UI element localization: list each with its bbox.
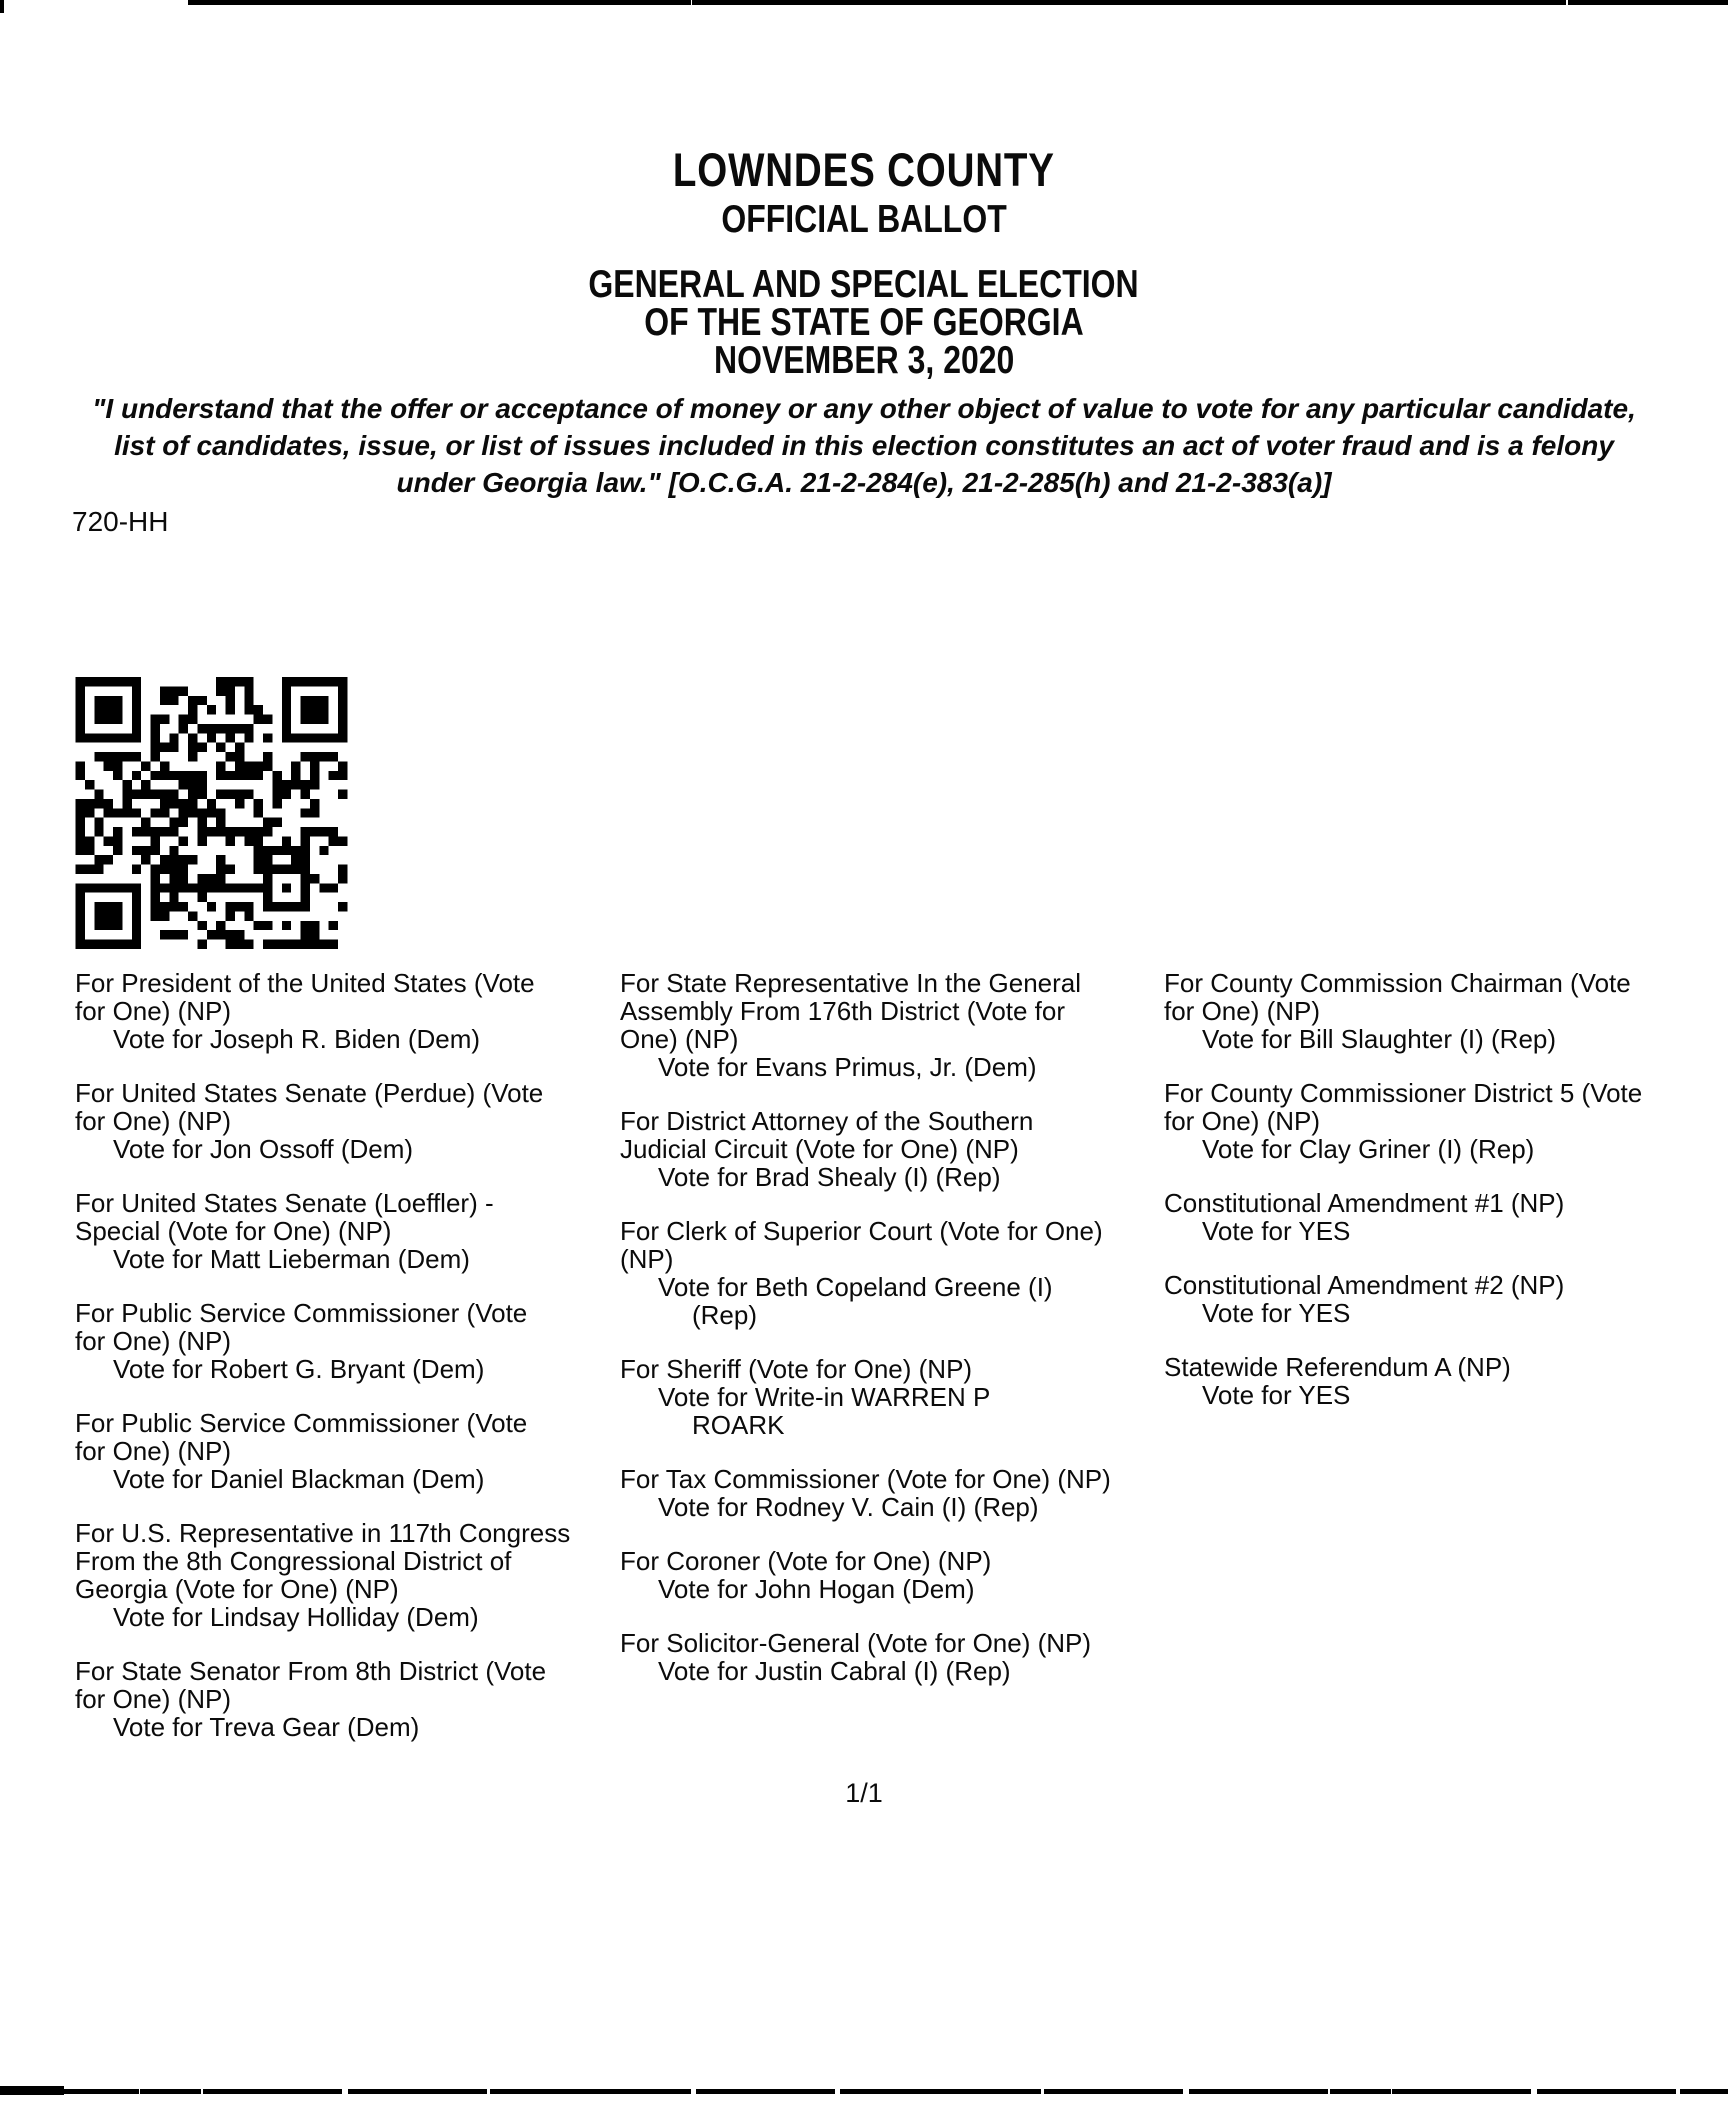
vote-selection-line: Vote for YES bbox=[1202, 1298, 1351, 1328]
disclaimer-line: "I understand that the offer or acceptance of money or any other object of value to vote for any particular candidate, bbox=[92, 393, 1636, 424]
scan-edge-block bbox=[0, 2086, 64, 2095]
election-title-line bbox=[0, 301, 1728, 344]
contest-title-line: Special (Vote for One) (NP) bbox=[75, 1216, 392, 1246]
contest-block bbox=[620, 1355, 1164, 1439]
contest-block bbox=[75, 1299, 620, 1383]
contest-block bbox=[75, 1519, 620, 1631]
scan-edge-line-bottom bbox=[0, 2089, 1728, 2094]
contest-title-line: For Public Service Commissioner (Vote bbox=[75, 1408, 528, 1438]
county-title-text: LOWNDES COUNTY bbox=[673, 143, 1055, 196]
vote-selection-line: Vote for Beth Copeland Greene (I) bbox=[658, 1272, 1053, 1302]
county-title bbox=[0, 143, 1728, 196]
vote-selection-line: Vote for Brad Shealy (I) (Rep) bbox=[658, 1162, 1001, 1192]
election-line-1: GENERAL AND SPECIAL ELECTION bbox=[588, 263, 1140, 306]
contest-title-line: For County Commissioner District 5 (Vote bbox=[1164, 1078, 1643, 1108]
contest-title-line: For Coroner (Vote for One) (NP) bbox=[620, 1546, 992, 1576]
contest-block bbox=[1164, 1079, 1728, 1163]
vote-selection-line: Vote for Daniel Blackman (Dem) bbox=[113, 1464, 485, 1494]
contest-block bbox=[1164, 1353, 1728, 1409]
vote-selection-line: Vote for Clay Griner (I) (Rep) bbox=[1202, 1134, 1535, 1164]
ballot-column-2 bbox=[620, 969, 1164, 1767]
contest-title-line: For District Attorney of the Southern bbox=[620, 1106, 1034, 1136]
contest-title-line: For State Senator From 8th District (Vote bbox=[75, 1656, 547, 1686]
scan-edge-tick bbox=[0, 0, 4, 13]
ballot-qr-code bbox=[73, 677, 350, 949]
contest-block bbox=[75, 1189, 620, 1273]
contest-title-line: for One) (NP) bbox=[75, 996, 232, 1026]
contest-title-line: For President of the United States (Vote bbox=[75, 968, 535, 998]
vote-selection-line: Vote for Robert G. Bryant (Dem) bbox=[113, 1354, 485, 1384]
contest-block bbox=[75, 1409, 620, 1493]
contest-title-line: For Tax Commissioner (Vote for One) (NP) bbox=[620, 1464, 1111, 1494]
contest-title-line: for One) (NP) bbox=[1164, 1106, 1321, 1136]
contest-title-line: Judicial Circuit (Vote for One) (NP) bbox=[620, 1134, 1019, 1164]
vote-selection-line: Vote for Write-in WARREN P bbox=[658, 1382, 991, 1412]
contest-title-line: For Clerk of Superior Court (Vote for One) bbox=[620, 1216, 1103, 1246]
vote-selection-line: Vote for Lindsay Holliday (Dem) bbox=[113, 1602, 479, 1632]
contest-block bbox=[75, 1657, 620, 1741]
contest-block bbox=[620, 1107, 1164, 1191]
contest-title-line: for One) (NP) bbox=[75, 1106, 232, 1136]
disclaimer-line: list of candidates, issue, or list of issues included in this election constitutes an act of voter fraud and is a felony bbox=[114, 430, 1614, 461]
election-title-line bbox=[0, 339, 1728, 382]
contest-title-line: (NP) bbox=[620, 1244, 674, 1274]
contest-title-line: For County Commission Chairman (Vote bbox=[1164, 968, 1631, 998]
official-ballot-text: OFFICIAL BALLOT bbox=[721, 198, 1007, 241]
vote-selection-line: Vote for Bill Slaughter (I) (Rep) bbox=[1202, 1024, 1557, 1054]
contest-block bbox=[75, 1079, 620, 1163]
contest-title-line: For State Representative In the General bbox=[620, 968, 1082, 998]
contest-title-line: Constitutional Amendment #2 (NP) bbox=[1164, 1270, 1565, 1300]
contest-title-line: Constitutional Amendment #1 (NP) bbox=[1164, 1188, 1565, 1218]
disclaimer-line: under Georgia law." [O.C.G.A. 21-2-284(e), 21-2-285(h) and 21-2-383(a)] bbox=[396, 467, 1332, 498]
vote-selection-line: Vote for YES bbox=[1202, 1380, 1351, 1410]
contest-title-line: For Sheriff (Vote for One) (NP) bbox=[620, 1354, 973, 1384]
contest-title-line: Assembly From 176th District (Vote for bbox=[620, 996, 1066, 1026]
page-number: 1/1 bbox=[845, 1778, 883, 1808]
contest-block bbox=[620, 1465, 1164, 1521]
contest-title-line: From the 8th Congressional District of bbox=[75, 1546, 512, 1576]
contest-columns bbox=[75, 969, 1728, 1767]
contest-title-line: One) (NP) bbox=[620, 1024, 739, 1054]
contest-title-line: For Solicitor-General (Vote for One) (NP) bbox=[620, 1628, 1092, 1658]
vote-selection-line: Vote for Justin Cabral (I) (Rep) bbox=[658, 1656, 1011, 1686]
contest-title-line: Georgia (Vote for One) (NP) bbox=[75, 1574, 399, 1604]
vote-selection-line: Vote for Jon Ossoff (Dem) bbox=[113, 1134, 414, 1164]
vote-selection-line: Vote for Matt Lieberman (Dem) bbox=[113, 1244, 470, 1274]
official-ballot-title bbox=[0, 200, 1728, 240]
election-line-2: OF THE STATE OF GEORGIA bbox=[644, 301, 1084, 344]
contest-title-line: For United States Senate (Perdue) (Vote bbox=[75, 1078, 544, 1108]
vote-selection-line: Vote for Treva Gear (Dem) bbox=[113, 1712, 420, 1742]
vote-selection-line: Vote for John Hogan (Dem) bbox=[658, 1574, 975, 1604]
contest-title-line: For Public Service Commissioner (Vote bbox=[75, 1298, 528, 1328]
ballot-style-code: 720-HH bbox=[72, 506, 169, 537]
ballot-column-1 bbox=[75, 969, 620, 1767]
contest-block bbox=[620, 1547, 1164, 1603]
election-title-line bbox=[0, 263, 1728, 306]
contest-block bbox=[620, 969, 1164, 1081]
election-line-3: NOVEMBER 3, 2020 bbox=[713, 339, 1015, 382]
vote-selection-line: Vote for Evans Primus, Jr. (Dem) bbox=[658, 1052, 1037, 1082]
ballot-column-3 bbox=[1164, 969, 1728, 1767]
contest-block bbox=[75, 969, 620, 1053]
vote-selection-line: Vote for YES bbox=[1202, 1216, 1351, 1246]
contest-title-line: for One) (NP) bbox=[1164, 996, 1321, 1026]
contest-title-line: for One) (NP) bbox=[75, 1436, 232, 1466]
vote-selection-line: (Rep) bbox=[692, 1300, 758, 1330]
vote-selection-line: Vote for Rodney V. Cain (I) (Rep) bbox=[658, 1492, 1039, 1522]
contest-title-line: for One) (NP) bbox=[75, 1326, 232, 1356]
ballot-header bbox=[0, 143, 1728, 382]
election-title bbox=[0, 263, 1728, 382]
contest-block bbox=[620, 1217, 1164, 1329]
voter-fraud-disclaimer bbox=[0, 390, 1728, 501]
contest-title-line: For United States Senate (Loeffler) - bbox=[75, 1188, 494, 1218]
contest-block bbox=[1164, 1189, 1728, 1245]
contest-title-line: For U.S. Representative in 117th Congress bbox=[75, 1518, 571, 1548]
contest-block bbox=[1164, 969, 1728, 1053]
contest-block bbox=[1164, 1271, 1728, 1327]
contest-block bbox=[620, 1629, 1164, 1685]
vote-selection-line: ROARK bbox=[692, 1410, 785, 1440]
contest-title-line: Statewide Referendum A (NP) bbox=[1164, 1352, 1511, 1382]
vote-selection-line: Vote for Joseph R. Biden (Dem) bbox=[113, 1024, 481, 1054]
scan-edge-line-top bbox=[188, 0, 1728, 5]
contest-title-line: for One) (NP) bbox=[75, 1684, 232, 1714]
